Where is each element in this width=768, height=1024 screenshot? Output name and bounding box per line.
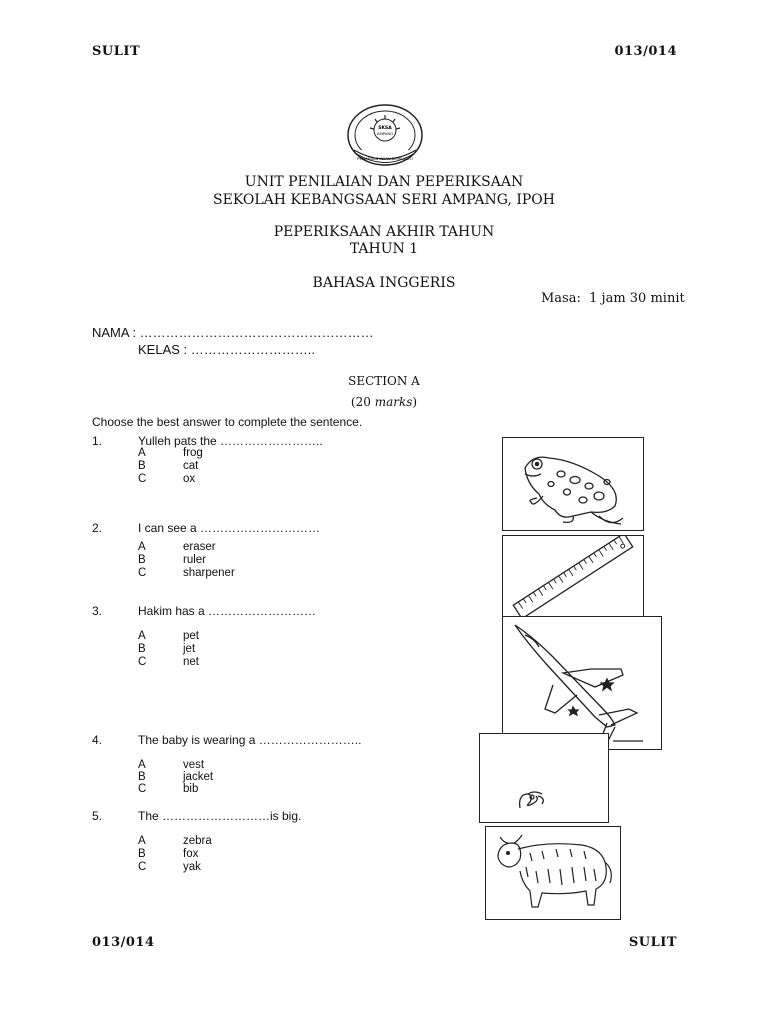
instruction: Choose the best answer to complete the sentence. [92,415,363,429]
time-label: Masa: 1 jam 30 minit [541,291,685,306]
name-field[interactable]: NAMA : ……………………………………………… [92,325,374,340]
unit-title: UNIT PENILAIAN DAN PEPERIKSAAN [244,174,524,190]
option-text[interactable]: net [183,656,199,668]
option-text[interactable]: zebra [183,835,212,847]
option-text[interactable]: pet [183,630,199,642]
option-letter: C [138,861,147,873]
school-logo [344,102,426,172]
option-letter: C [138,656,147,668]
footer-left: 013/014 [92,935,155,950]
question-text: Yulleh pats the …………………….. [138,434,323,448]
question-text: The baby is wearing a …………………….. [138,733,362,747]
svg-text:PENJANAAN INSAN BERKUALITI: PENJANAAN INSAN BERKUALITI [357,157,413,161]
option-letter: A [138,835,146,847]
option-text[interactable]: eraser [183,541,216,553]
option-letter: A [138,541,146,553]
question-number: 2. [92,521,103,535]
header-left: SULIT [92,44,141,59]
subject-title: BAHASA INGGERIS [312,275,456,291]
option-text[interactable]: cat [183,460,199,472]
option-text[interactable]: fox [183,848,199,860]
year-level: TAHUN 1 [349,241,419,257]
option-letter: B [138,771,146,783]
question-number: 1. [92,434,103,448]
option-letter: A [138,759,146,771]
section-marks: (20 marks) [350,395,418,409]
question-text: The ………………………is big. [138,809,302,823]
question-number: 3. [92,604,103,618]
option-letter: B [138,848,146,860]
class-field[interactable]: KELAS : ……………………….. [138,342,315,357]
section-title: SECTION A [348,374,420,388]
option-text[interactable]: yak [183,861,201,873]
question-number: 5. [92,809,103,823]
question-text: Hakim has a ……………………… [138,604,317,618]
option-text[interactable]: vest [183,759,205,771]
option-letter: B [138,643,146,655]
option-text[interactable]: jacket [183,771,214,783]
exam-title: PEPERIKSAAN AKHIR TAHUN [273,224,495,240]
footer-right: SULIT [628,935,677,950]
option-text[interactable]: sharpener [183,567,235,579]
option-text[interactable]: frog [183,447,203,459]
option-letter: B [138,460,146,472]
svg-text:SKSA: SKSA [378,126,392,131]
option-text[interactable]: jet [183,643,196,655]
option-letter: C [138,473,147,485]
option-letter: A [138,447,146,459]
svg-text:AMPANG: AMPANG [376,131,394,136]
frog-picture [502,437,644,531]
school-name: SEKOLAH KEBANGSAAN SERI AMPANG, IPOH [213,192,555,208]
option-text[interactable]: ruler [183,554,207,566]
question-number: 4. [92,733,103,747]
bib-picture [479,733,609,823]
jet-picture [502,616,662,750]
option-letter: C [138,567,147,579]
option-text[interactable]: bib [183,783,199,795]
option-letter: B [138,554,146,566]
option-letter: A [138,630,146,642]
ruler-picture [502,535,644,617]
yak-picture [485,826,621,920]
option-text[interactable]: ox [183,473,196,485]
question-text: I can see a ………………………… [138,521,321,535]
option-letter: C [138,783,147,795]
time-value: 1 jam 30 minit [589,291,685,306]
header-right: 013/014 [614,44,677,59]
